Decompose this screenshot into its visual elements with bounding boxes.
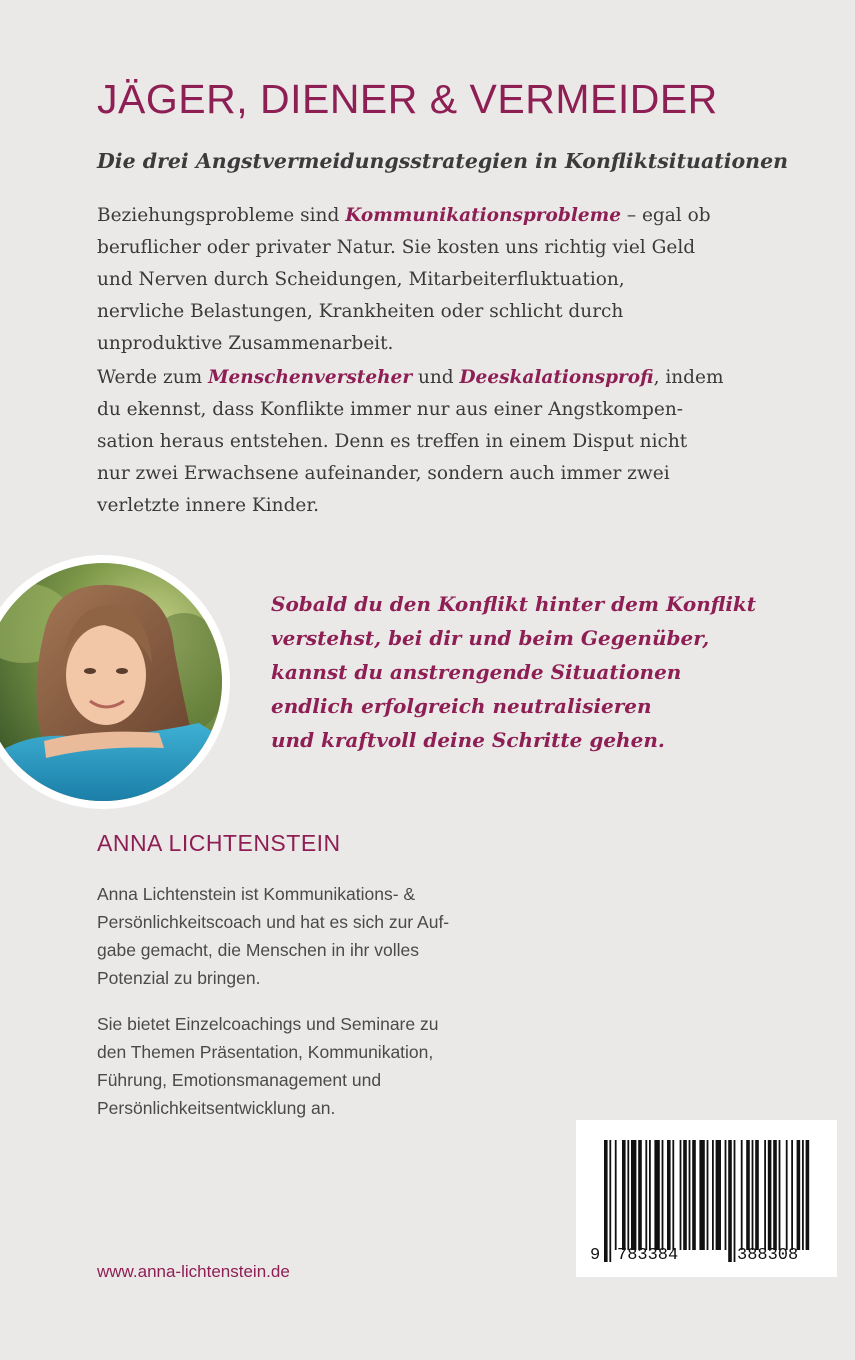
barcode-bar	[791, 1140, 793, 1250]
barcode-bar	[645, 1140, 647, 1250]
barcode-bar	[638, 1140, 642, 1250]
barcode-bar	[654, 1140, 659, 1250]
second-paragraph	[97, 362, 724, 522]
book-subtitle: Die drei Angstvermeidungsstrategien in Konfliktsituationen	[97, 149, 789, 173]
barcode-bar	[746, 1140, 750, 1250]
barcode-bar	[755, 1140, 759, 1250]
text-line: Beziehungsprobleme sind Kommunikationsprobleme – egal ob	[97, 205, 711, 226]
website-link[interactable]: www.anna-lichtenstein.de	[97, 1262, 290, 1281]
barcode-bar	[764, 1140, 766, 1250]
quote-line: verstehst, bei dir und beim Gegenüber,	[271, 626, 710, 650]
barcode-bar	[768, 1140, 772, 1250]
quote-line: endlich erfolgreich neutralisieren	[271, 694, 652, 718]
bio-line: Sie bietet Einzelcoachings und Seminare zu	[97, 1014, 439, 1034]
author-name-heading: ANNA LICHTENSTEIN	[97, 830, 341, 856]
emphasis-deeskalationsprofi: Deeskalationsprofi	[459, 367, 654, 388]
text-line: du ekennst, dass Konflikte immer nur aus einer Angstkompen-	[97, 399, 684, 420]
emphasis-kommunikationsprobleme: Kommunikationsprobleme	[345, 205, 621, 226]
barcode-bar	[741, 1140, 743, 1250]
barcode-bar	[797, 1140, 801, 1250]
text-line: nervliche Belastungen, Krankheiten oder schlicht durch	[97, 301, 624, 322]
barcode-bar	[692, 1140, 696, 1250]
emphasis-menschenversteher: Menschenversteher	[208, 367, 413, 388]
barcode-bar	[779, 1140, 781, 1250]
barcode-bar	[752, 1140, 754, 1250]
bio-line: Anna Lichtenstein ist Kommunikations- &	[97, 884, 416, 904]
barcode-bar	[672, 1140, 674, 1250]
barcode-bar	[609, 1140, 611, 1262]
barcode-bar	[786, 1140, 788, 1250]
barcode-bar	[683, 1140, 687, 1250]
barcode-bar	[734, 1140, 736, 1262]
barcode-bar	[725, 1140, 727, 1250]
quote-line: Sobald du den Konflikt hinter dem Konflikt	[271, 592, 757, 616]
barcode-bar	[604, 1140, 608, 1262]
barcode-bar	[802, 1140, 804, 1250]
barcode-bar	[699, 1140, 704, 1250]
author-bio-paragraph	[97, 880, 449, 992]
barcode-bar	[622, 1140, 626, 1250]
barcode-bar	[680, 1140, 682, 1250]
barcode-bar	[728, 1140, 732, 1262]
barcode-first-digit: 9	[590, 1246, 601, 1265]
bio-line: den Themen Präsentation, Kommunikation,	[97, 1042, 434, 1062]
barcode-bar	[712, 1140, 714, 1250]
barcode-bar	[615, 1140, 617, 1250]
text-line: und Nerven durch Scheidungen, Mitarbeiterfluktuation,	[97, 269, 625, 290]
quote-line: und kraftvoll deine Schritte gehen.	[271, 728, 665, 752]
author-services-paragraph	[97, 1010, 438, 1122]
book-title: JÄGER, DIENER & VERMEIDER	[97, 76, 718, 122]
barcode-bar	[667, 1140, 671, 1250]
text-line: sation heraus entstehen. Denn es treffen in einem Disput nicht	[97, 431, 688, 452]
barcode-bar	[716, 1140, 721, 1250]
text-line: nur zwei Erwachsene aufeinander, sondern auch immer zwei	[97, 463, 670, 484]
barcode-bar	[689, 1140, 691, 1250]
barcode-bar	[649, 1140, 651, 1250]
bio-line: Führung, Emotionsmanagement und	[97, 1070, 382, 1090]
bio-line: Persönlichkeitsentwicklung an.	[97, 1098, 336, 1118]
barcode-bar	[631, 1140, 636, 1250]
text-line: Werde zum Menschenversteher und Deeskalationsprofi, indem	[97, 367, 724, 388]
barcode-bar	[662, 1140, 664, 1250]
bio-line: gabe gemacht, die Menschen in ihr volles	[97, 940, 419, 960]
barcode-bar	[627, 1140, 629, 1250]
barcode-bar	[773, 1140, 777, 1250]
text-line: unproduktive Zusammenarbeit.	[97, 333, 394, 354]
barcode-bar	[707, 1140, 709, 1250]
barcode-digits-left: 783384	[617, 1246, 679, 1265]
intro-paragraph	[97, 200, 711, 360]
quote-line: kannst du anstrengende Situationen	[271, 660, 682, 684]
barcode-digits-right: 388308	[737, 1246, 799, 1265]
text-line: verletzte innere Kinder.	[97, 495, 320, 516]
pull-quote	[271, 587, 756, 757]
text-line: beruflicher oder privater Natur. Sie kosten uns richtig viel Geld	[97, 237, 696, 258]
bio-line: Potenzial zu bringen.	[97, 968, 261, 988]
bio-line: Persönlichkeitscoach und hat es sich zur Auf-	[97, 912, 450, 932]
barcode-bar	[806, 1140, 810, 1250]
